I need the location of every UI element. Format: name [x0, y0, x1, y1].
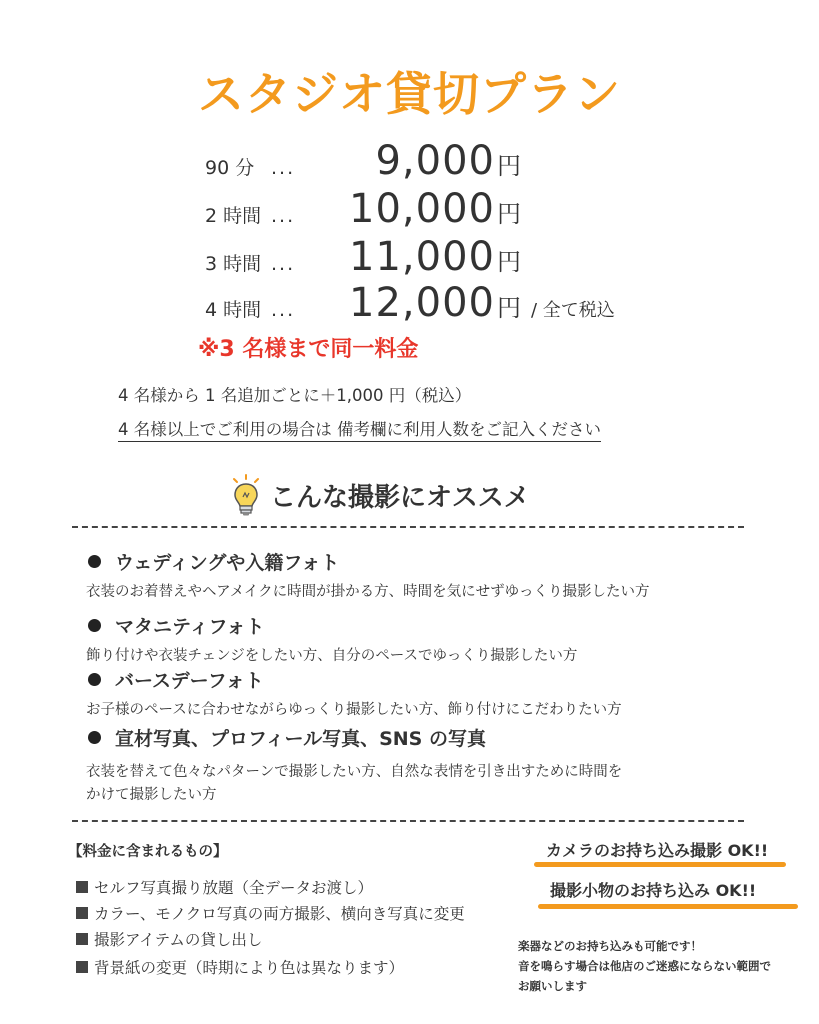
recommend-item-maternity	[84, 612, 577, 668]
instrument-note-line1: 楽器などのお持ち込みも可能です！	[518, 939, 702, 953]
duration-label: 90 分	[205, 157, 255, 179]
bullet-dot	[88, 619, 101, 632]
price-row-3h	[205, 234, 521, 284]
recommend-item-desc-line1: 衣装を替えて色々なパターンで撮影したい方、自然な表情を引き出すために時間を	[86, 764, 623, 780]
yen-unit: 円	[497, 248, 521, 276]
price-amount: 10,000	[349, 186, 495, 232]
instrument-note-line3: お願いします	[518, 979, 587, 993]
price-amount: 11,000	[349, 234, 495, 280]
recommend-item-profile	[84, 724, 622, 807]
instrument-note-line2: 音を鳴らす場合は他店のご迷惑にならない範囲で	[518, 959, 771, 973]
dots: ...	[271, 299, 296, 321]
included-heading: 【料金に含まれるもの】	[68, 844, 228, 860]
recommend-item-desc: お子様のペースに合わせながらゆっくり撮影したい方、飾り付けにこだわりたい方	[86, 702, 622, 718]
included-item	[76, 928, 262, 950]
page-title: スタジオ貸切プラン	[198, 67, 621, 121]
yen-unit: 円	[497, 152, 521, 180]
recommend-item-title: マタニティフォト	[115, 616, 265, 638]
extra-person-instructions: 4 名様以上でご利用の場合は 備考欄に利用人数をご記入ください	[118, 416, 601, 442]
included-item	[76, 876, 373, 898]
dots: ...	[271, 253, 296, 275]
dots: ...	[271, 157, 296, 179]
extra-person-fee: 4 名様から 1 名追加ごとに＋1,000 円（税込）	[118, 386, 472, 405]
recommend-item-desc-line2: かけて撮影したい方	[86, 787, 217, 803]
price-row-90min	[205, 138, 521, 188]
recommend-item-title: バースデーフォト	[115, 670, 264, 692]
included-item-text: セルフ写真撮り放題（全データお渡し）	[94, 879, 374, 897]
instrument-note	[518, 936, 771, 996]
recommend-item-desc	[86, 761, 622, 807]
lightbulb-icon	[228, 473, 264, 517]
yen-unit: 円	[497, 200, 521, 228]
price-amount: 12,000	[349, 280, 495, 326]
included-item	[76, 956, 404, 978]
square-bullet-icon	[76, 933, 88, 945]
square-bullet-icon	[76, 907, 88, 919]
included-item-text: 撮影アイテムの貸し出し	[94, 931, 263, 949]
recommend-item-desc: 飾り付けや衣装チェンジをしたい方、自分のペースでゆっくり撮影したい方	[86, 648, 578, 664]
included-item	[76, 902, 465, 924]
props-bring-in-ok: 撮影小物のお持ち込み OK!!	[550, 881, 757, 900]
duration-label: 3 時間	[205, 253, 262, 275]
bullet-dot	[88, 555, 101, 568]
included-item-text: カラー、モノクロ写真の両方撮影、横向き写真に変更	[94, 905, 465, 923]
dashed-divider-top	[72, 526, 744, 528]
recommend-item-title: ウェディングや入籍フォト	[115, 552, 340, 574]
square-bullet-icon	[76, 961, 88, 973]
bullet-dot	[88, 673, 101, 686]
orange-underline	[538, 904, 798, 909]
dashed-divider-bottom	[72, 820, 744, 822]
included-item-text: 背景紙の変更（時期により色は異なります）	[94, 959, 405, 977]
same-price-note: ※3 名様まで同一料金	[198, 337, 419, 362]
square-bullet-icon	[76, 881, 88, 893]
recommend-item-desc: 衣装のお着替えやヘアメイクに時間が掛かる方、時間を気にせずゆっくり撮影したい方	[86, 584, 650, 600]
bullet-dot	[88, 731, 101, 744]
recommend-item-title: 宣材写真、プロフィール写真、SNS の写真	[115, 728, 486, 750]
duration-label: 4 時間	[205, 299, 262, 321]
recommend-heading	[228, 470, 530, 520]
orange-underline	[534, 862, 786, 867]
recommend-item-wedding	[84, 548, 649, 604]
price-amount: 9,000	[375, 138, 495, 184]
recommend-heading-text: こんな撮影にオススメ	[270, 482, 530, 513]
camera-bring-in-ok: カメラのお持ち込み撮影 OK!!	[546, 841, 769, 860]
duration-label: 2 時間	[205, 205, 262, 227]
dots: ...	[271, 205, 296, 227]
recommend-item-birthday	[84, 666, 622, 722]
price-row-4h	[205, 280, 615, 330]
yen-unit: 円	[497, 294, 521, 322]
price-row-2h	[205, 186, 521, 236]
tax-note: / 全て税込	[531, 300, 615, 321]
